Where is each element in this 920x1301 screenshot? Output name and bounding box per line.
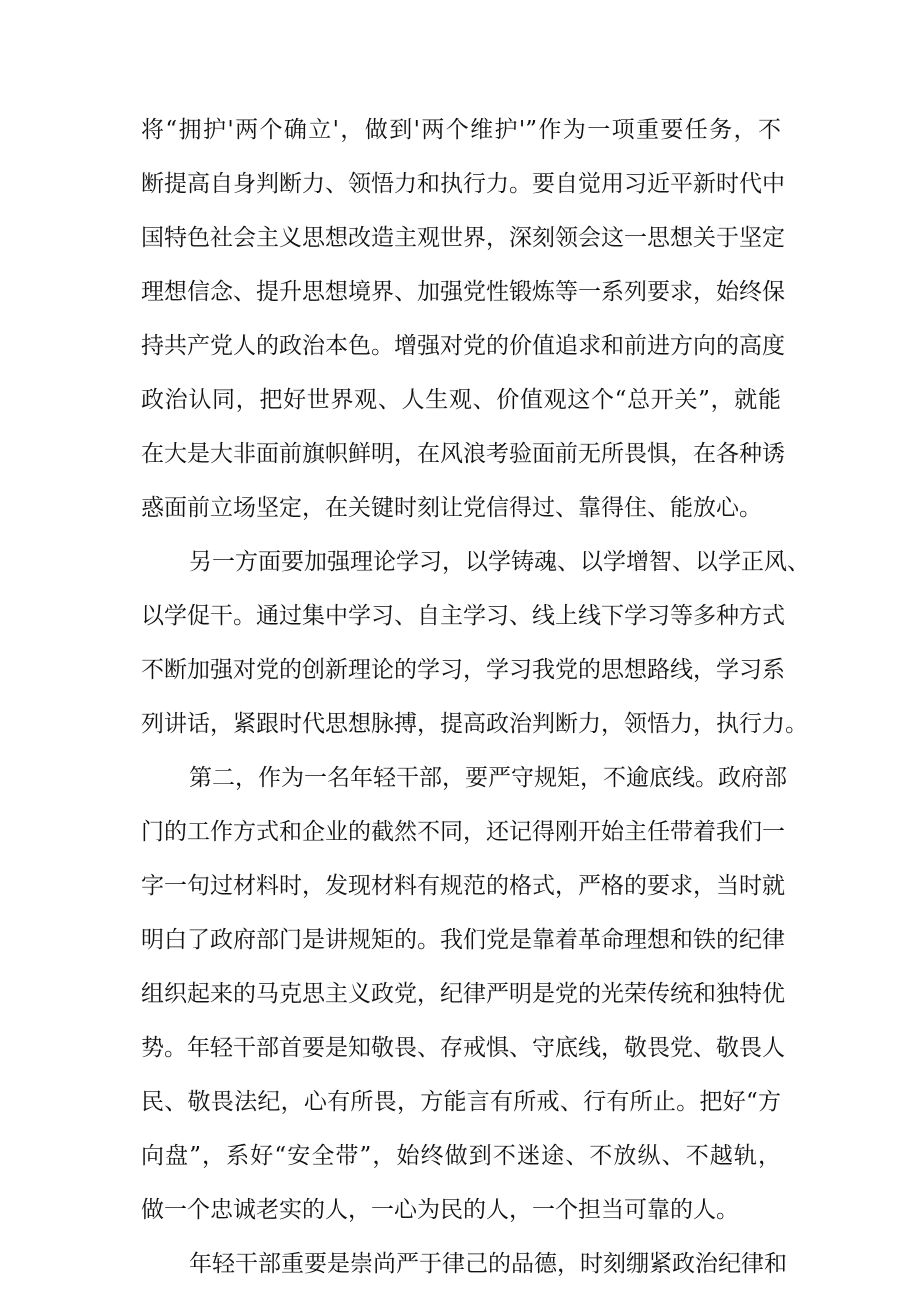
text-line: 断提高自身判断力、领悟力和执行力。要自觉用习近平新时代中 (141, 171, 785, 197)
paragraph-first-line: 第二，作为一名年轻干部，要严守规矩，不逾底线。政府部 (189, 765, 787, 791)
text-line: 国特色社会主义思想改造主观世界，深刻领会这一思想关于坚定 (141, 225, 785, 251)
text-line: 惑面前立场坚定，在关键时刻让党信得过、靠得住、能放心。 (141, 495, 762, 521)
text-line: 组织起来的马克思主义政党，纪律严明是党的光荣传统和独特优 (141, 981, 785, 1007)
paragraph-first-line: 年轻干部重要是崇尚严于律己的品德，时刻绷紧政治纪律和 (189, 1251, 787, 1277)
text-line: 理想信念、提升思想境界、加强党性锻炼等一系列要求，始终保 (141, 279, 785, 305)
text-line: 将“拥护'两个确立'，做到'两个维护'”作为一项重要任务，不 (141, 117, 781, 143)
text-line: 明白了政府部门是讲规矩的。我们党是靠着革命理想和铁的纪律 (141, 927, 785, 953)
text-line: 列讲话，紧跟时代思想脉搏，提高政治判断力，领悟力，执行力。 (141, 711, 808, 737)
text-line: 门的工作方式和企业的截然不同，还记得刚开始主任带着我们一 (141, 819, 785, 845)
text-line: 不断加强对党的创新理论的学习，学习我党的思想路线，学习系 (141, 657, 785, 683)
text-line: 势。年轻干部首要是知敬畏、存戒惧、守底线，敬畏党、敬畏人 (141, 1035, 785, 1061)
text-line: 以学促干。通过集中学习、自主学习、线上线下学习等多种方式 (141, 603, 785, 629)
text-line: 持共产党人的政治本色。增强对党的价值追求和前进方向的高度 (141, 333, 785, 359)
paragraph-first-line: 另一方面要加强理论学习，以学铸魂、以学增智、以学正风、 (189, 549, 810, 575)
text-line: 向盘”，系好“安全带”，始终做到不迷途、不放纵、不越轨， (141, 1143, 781, 1169)
text-line: 民、敬畏法纪，心有所畏，方能言有所戒、行有所止。把好“方 (141, 1089, 781, 1115)
text-line: 政治认同，把好世界观、人生观、价值观这个“总开关”，就能 (141, 387, 781, 413)
text-line: 字一句过材料时，发现材料有规范的格式，严格的要求，当时就 (141, 873, 785, 899)
text-line: 在大是大非面前旗帜鲜明，在风浪考验面前无所畏惧，在各种诱 (141, 441, 785, 467)
text-line: 做一个忠诚老实的人，一心为民的人，一个担当可靠的人。 (141, 1197, 739, 1223)
